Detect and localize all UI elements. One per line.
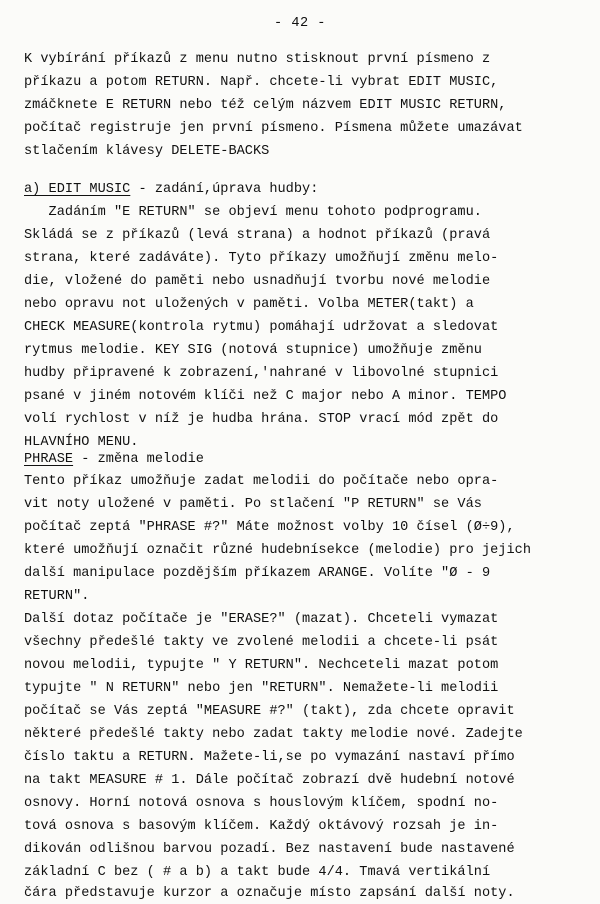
- paragraph-line: novou melodii, typujte " Y RETURN". Nechceteli mazat potom: [24, 658, 499, 673]
- paragraph-line: HLAVNÍHO MENU.: [24, 435, 139, 450]
- heading-label: a) EDIT MUSIC: [24, 182, 131, 197]
- intro-line: zmáčknete E RETURN nebo též celým názvem EDIT MUSIC RETURN,: [24, 98, 507, 113]
- intro-line: počítač registruje jen první písmeno. Písmena můžete umazávat: [24, 121, 523, 136]
- paragraph-line: další manipulace pozdějším příkazem ARANGE. Volíte "Ø - 9: [24, 566, 491, 581]
- paragraph-line: hudby připravené k zobrazení,'nahrané v libovolné stupnici: [24, 366, 499, 381]
- paragraph-line: Tento příkaz umožňuje zadat melodii do počítače nebo opra-: [24, 474, 499, 489]
- paragraph-line: CHECK MEASURE(kontrola rytmu) pomáhají udržovat a sledovat: [24, 320, 499, 335]
- paragraph-line: dikován odlišnou barvou pozadí. Bez nastavení bude nastavené: [24, 842, 515, 857]
- paragraph-line: Zadáním "E RETURN" se objeví menu tohoto podprogramu.: [24, 205, 482, 220]
- paragraph-line: základní C bez ( # a b) a takt bude 4/4. Tmavá vertikální: [24, 865, 491, 880]
- paragraph-line: počítač zeptá "PHRASE #?" Máte možnost volby 10 čísel (Ø÷9),: [24, 520, 515, 535]
- paragraph-line: všechny předešlé takty ve zvolené melodii a chcete-li psát: [24, 635, 499, 650]
- paragraph-line: die, vložené do paměti nebo usnadňují tvorbu nové melodie: [24, 274, 491, 289]
- intro-line: příkazu a potom RETURN. Např. chcete-li vybrat EDIT MUSIC,: [24, 75, 499, 90]
- paragraph-line: čára představuje kurzor a označuje místo zapsání další noty.: [24, 886, 515, 901]
- section-heading-phrase: [24, 452, 204, 468]
- paragraph-line: počítač se Vás zeptá "MEASURE #?" (takt), zda chcete opravit: [24, 704, 515, 719]
- intro-line: stlačením klávesy DELETE-BACKS: [24, 144, 270, 159]
- paragraph-line: volí rychlost v níž je hudba hrána. STOP vrací mód zpět do: [24, 412, 499, 427]
- paragraph-line: psané v jiném notovém klíči než C major nebo A minor. TEMPO: [24, 389, 507, 404]
- paragraph-line: které umožňují označit různé hudebnísekce (melodie) pro jejich: [24, 543, 532, 558]
- paragraph-line: osnovy. Horní notová osnova s houslovým klíčem, spodní no-: [24, 796, 499, 811]
- paragraph-line: tová osnova s basovým klíčem. Každý oktávový rozsah je in-: [24, 819, 499, 834]
- intro-line: K vybírání příkazů z menu nutno stisknout první písmeno z: [24, 52, 491, 67]
- paragraph-line: nebo opravu not uložených v paměti. Volba METER(takt) a: [24, 297, 474, 312]
- paragraph-line: některé předešlé takty nebo zadat takty melodie nové. Zadejte: [24, 727, 523, 742]
- heading-text: - změna melodie: [73, 452, 204, 467]
- paragraph-line: na takt MEASURE # 1. Dále počítač zobrazí dvě hudební notové: [24, 773, 515, 788]
- page-number: - 42 -: [274, 16, 326, 31]
- section-heading-edit-music: [24, 182, 318, 198]
- paragraph-line: rytmus melodie. KEY SIG (notová stupnice) umožňuje změnu: [24, 343, 482, 358]
- heading-text: - zadání,úprava hudby:: [130, 182, 319, 197]
- paragraph-line: typujte " N RETURN" nebo jen "RETURN". Nemažete-li melodii: [24, 681, 499, 696]
- paragraph-line: Další dotaz počítače je "ERASE?" (mazat). Chceteli vymazat: [24, 612, 499, 627]
- paragraph-line: číslo taktu a RETURN. Mažete-li,se po vymazání nastaví přímo: [24, 750, 515, 765]
- paragraph-line: RETURN".: [24, 589, 90, 604]
- heading-label: PHRASE: [24, 452, 74, 467]
- paragraph-line: Skládá se z příkazů (levá strana) a hodnot příkazů (pravá: [24, 228, 491, 243]
- paragraph-line: strana, které zadáváte). Tyto příkazy umožňují změnu melo-: [24, 251, 499, 266]
- paragraph-line: vit noty uložené v paměti. Po stlačení "P RETURN" se Vás: [24, 497, 482, 512]
